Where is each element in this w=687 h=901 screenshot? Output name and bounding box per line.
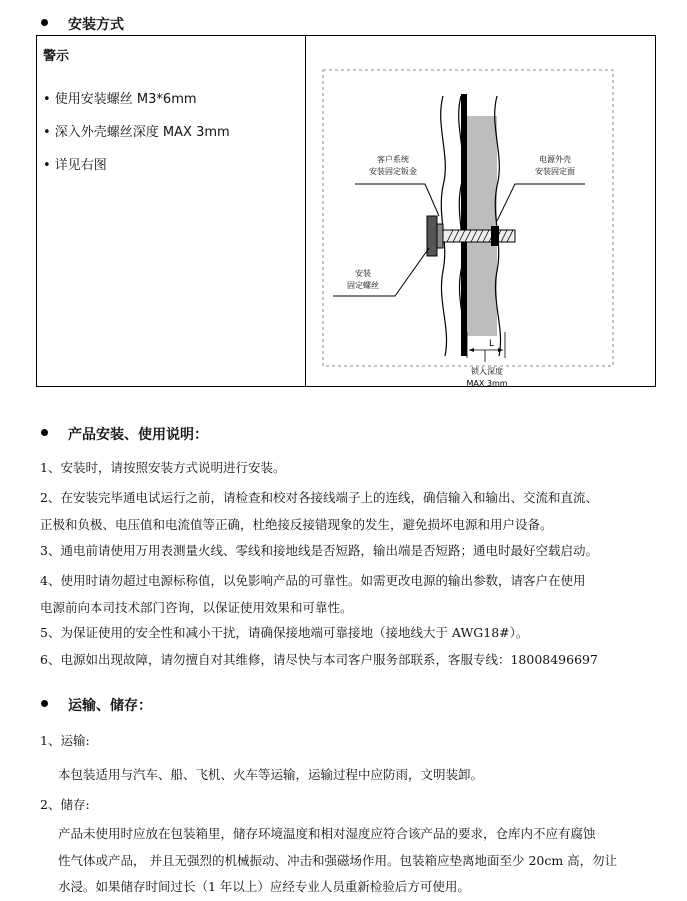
screw-head (427, 216, 437, 256)
warning-heading: 警示 (43, 49, 70, 64)
label-panel-2: 安装固定钣金 (369, 167, 417, 176)
leader-panel (355, 184, 439, 216)
storage-line: 产品未使用时应放在包装箱里，储存环境温度和相对湿度应符合该产品的要求，仓库内不应有腐蚀 (58, 826, 596, 841)
mounting-diagram (315, 66, 645, 396)
storage-line: 水浸。如果储存时间过长（1 年以上）应经专业人员重新检验后方可使用。 (58, 879, 470, 894)
usage-line: 2、在安装完毕通电试运行之前，请检查和校对各接线端子上的连线，确信输入和输出、交流和直流、 (40, 490, 598, 505)
transport-section-title: 运输、储存： (68, 698, 152, 714)
label-surface-1: 电源外壳 (539, 155, 571, 164)
label-screw-1: 安装 (355, 269, 371, 278)
transport-subheading: 1、运输: (40, 733, 90, 748)
label-panel-1: 客户系统 (377, 155, 409, 164)
label-L: L (489, 339, 495, 349)
bullet-dot (41, 700, 48, 707)
usage-line: 5、为保证使用的安全性和减小干扰，请确保接地端可靠接地（接地线大于 AWG18#）。 (40, 625, 529, 640)
transport-text: 本包装适用与汽车、船、飞机、火车等运输，运输过程中应防雨，文明装卸。 (58, 767, 484, 782)
usage-section-title: 产品安装、使用说明： (68, 427, 208, 443)
install-item-see-figure: • 详见右图 (43, 158, 107, 173)
label-screw-2: 固定螺丝 (347, 281, 379, 290)
label-depth-2: MAX 3mm (466, 379, 508, 388)
mount-plate (461, 94, 467, 356)
install-table (36, 35, 656, 387)
install-section-title: 安装方式 (68, 17, 124, 33)
dim-arrow-left (469, 348, 474, 352)
install-item-depth: • 深入外壳螺丝深度 MAX 3mm (43, 125, 230, 140)
install-item-screw: • 使用安装螺丝 M3*6mm (43, 92, 197, 107)
usage-line: 电源前向本司技术部门咨询，以保证使用效果和可靠性。 (40, 600, 353, 615)
leader-surface (497, 184, 585, 221)
usage-line: 正极和负极、电压值和电流值等正确，杜绝接反接错现象的发生，避免损坏电源和用户设备。 (40, 517, 553, 532)
usage-line: 6、电源如出现故障，请勿擅自对其维修，请尽快与本司客户服务部联系，客服专线：18008496697 (40, 652, 598, 667)
bullet-dot (41, 19, 48, 26)
label-surface-2: 安装固定面 (535, 167, 575, 176)
nut-insert (491, 226, 499, 246)
usage-line: 1、安装时，请按照安装方式说明进行安装。 (40, 460, 286, 475)
storage-line: 性气体或产品， 并且无强烈的机械振动、冲击和强磁场作用。包装箱应垫离地面至少 20cm 高，勿让 (58, 853, 618, 868)
storage-subheading: 2、储存: (40, 797, 90, 812)
usage-line: 3、通电前请使用万用表测量火线、零线和接地线是否短路，输出端是否短路；通电时最好空载启动。 (40, 543, 598, 558)
washer (437, 224, 443, 248)
bullet-dot (41, 429, 48, 436)
table-divider (305, 36, 306, 386)
usage-line: 4、使用时请勿超过电源标称值，以免影响产品的可靠性。如需更改电源的输出参数，请客户在使用 (40, 573, 586, 588)
label-depth-1: 锁入深度 (471, 367, 503, 376)
